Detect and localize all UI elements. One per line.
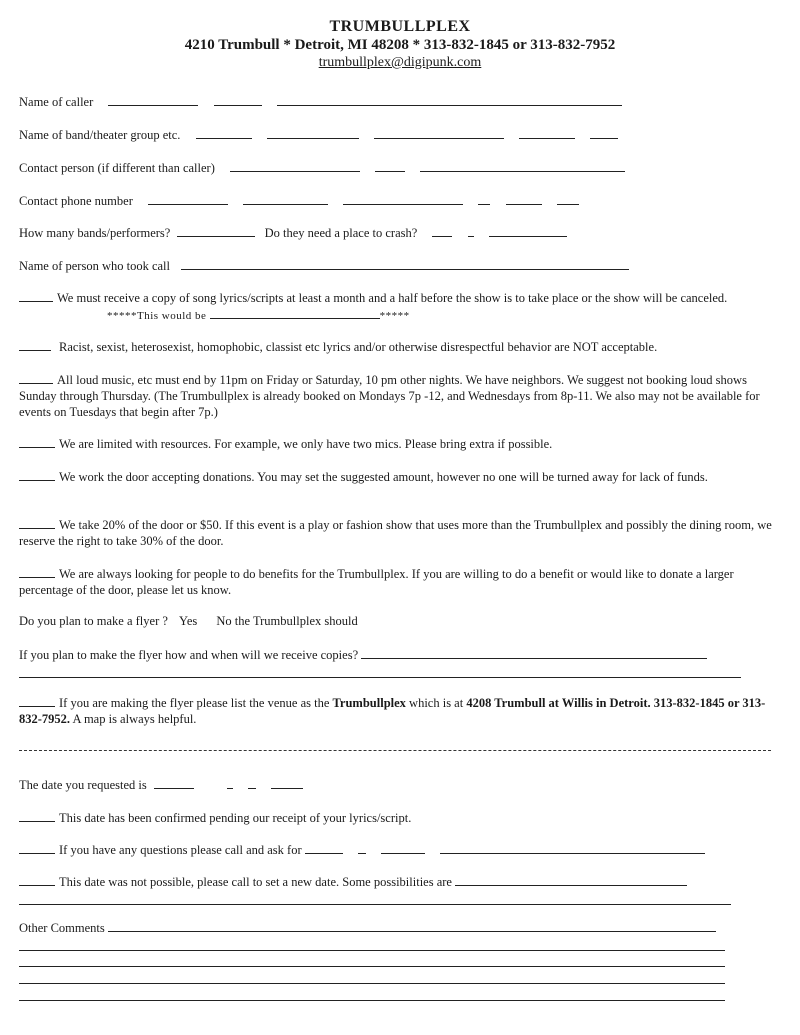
rule-text: We must receive a copy of song lyrics/scripts at least a month and a half before the show is to take place or the show will be canceled. — [57, 291, 728, 305]
initial-blank[interactable] — [19, 565, 55, 578]
rule-text: We take 20% of the door or $50. If this event is a play or fashion show that uses more than the Trumbullplex and possibly the dining room, we reserve the right to take 30% of the door. — [19, 518, 772, 548]
venue-mid: which is at — [409, 696, 464, 710]
date-line-2[interactable] — [227, 776, 233, 789]
phone-line-3[interactable] — [343, 192, 463, 205]
flyer-copies-row — [19, 646, 707, 663]
form-header — [0, 18, 800, 71]
rule-text: All loud music, etc must end by 11pm on Friday or Saturday, 10 pm other nights. We have neighbors. We suggest not booking loud shows Sunday through Thursday. (The Trumbullplex is already booked on Mondays 7p -12, and Wednesdays from 8p-11. We also may not be available for events on Tuesdays that begin after 7p.) — [19, 373, 760, 419]
venue-address: 4208 Trumbull at Willis in Detroit. — [466, 696, 651, 710]
possibilities-line-2[interactable] — [19, 904, 731, 905]
caller-line-2[interactable] — [214, 93, 262, 106]
rule-text: We work the door accepting donations. You may set the suggested amount, however no one will be turned away for lack of funds. — [59, 470, 708, 484]
comments-line-2[interactable] — [19, 950, 725, 951]
flyer-venue-note — [19, 694, 774, 727]
possibilities-line-1[interactable] — [455, 873, 687, 886]
initial-blank[interactable] — [19, 873, 55, 886]
initial-blank[interactable] — [19, 435, 55, 448]
contact-line-3[interactable] — [420, 159, 625, 172]
band-line-3[interactable] — [374, 126, 504, 139]
date-not-possible-text: This date was not possible, please call to set a new date. Some possibilities are — [59, 875, 452, 889]
caller-line-1[interactable] — [108, 93, 198, 106]
contact-line-1[interactable] — [230, 159, 360, 172]
venue-phone: 313-832-1845 or 313-832-7952. — [19, 696, 766, 726]
flyer-copies-line[interactable] — [361, 646, 707, 659]
field-label: Name of person who took call — [19, 259, 171, 273]
field-label: Name of band/theater group etc. — [19, 128, 181, 142]
stars-close: ***** — [379, 310, 410, 322]
questions-line-4[interactable] — [440, 841, 705, 854]
band-line-5[interactable] — [590, 126, 618, 139]
field-label: How many bands/performers? — [19, 226, 171, 240]
rule-resources — [19, 435, 774, 452]
comments-line-1[interactable] — [108, 919, 716, 932]
flyer-question: Do you plan to make a flyer ? — [19, 614, 168, 628]
venue-title: TRUMBULLPLEX — [329, 18, 471, 35]
comments-line-5[interactable] — [19, 1000, 725, 1001]
initial-blank[interactable] — [19, 841, 55, 854]
initial-blank[interactable] — [19, 516, 55, 529]
lyrics-due-line[interactable] — [210, 306, 380, 319]
questions-line-2[interactable] — [358, 841, 366, 854]
questions-line-1[interactable] — [305, 841, 343, 854]
flyer-yes-option[interactable]: Yes — [179, 614, 198, 628]
stars-open: *****This would be — [107, 310, 207, 322]
comments-line-3[interactable] — [19, 966, 725, 967]
initial-blank[interactable] — [19, 338, 51, 351]
venue-pre: If you are making the flyer please list the venue as the — [59, 696, 330, 710]
phone-line-2[interactable] — [243, 192, 328, 205]
caller-line-3[interactable] — [277, 93, 622, 106]
crash-line-2[interactable] — [468, 224, 474, 237]
flyer-no-option[interactable]: No the Trumbullplex should — [216, 614, 358, 628]
rule-loud-music — [19, 371, 774, 420]
phone-line-5[interactable] — [506, 192, 542, 205]
crash-line-3[interactable] — [489, 224, 567, 237]
rule-racist — [19, 338, 774, 355]
date-requested-row — [19, 776, 303, 793]
initial-blank[interactable] — [19, 809, 55, 822]
section-divider — [19, 750, 771, 751]
rule-benefits — [19, 565, 774, 598]
field-contact-phone — [19, 192, 579, 209]
rule-text: Racist, sexist, heterosexist, homophobic, classist etc lyrics and/or otherwise disrespectful behavior are NOT acceptable. — [59, 340, 658, 354]
band-line-2[interactable] — [267, 126, 359, 139]
took-call-line[interactable] — [181, 257, 629, 270]
venue-email: trumbullplex@digipunk.com — [318, 55, 482, 70]
bands-count-line[interactable] — [177, 224, 255, 237]
field-label: Name of caller — [19, 95, 94, 109]
date-confirmed-row — [19, 809, 774, 826]
crash-line-1[interactable] — [432, 224, 452, 237]
other-comments-label: Other Comments — [19, 921, 105, 935]
initial-blank[interactable] — [19, 468, 55, 481]
venue-name: Trumbullplex — [332, 696, 406, 710]
date-not-possible-row — [19, 873, 774, 890]
rule-percent — [19, 516, 774, 549]
rule-lyrics — [19, 289, 774, 324]
venue-post: A map is always helpful. — [72, 712, 197, 726]
field-label: Contact phone number — [19, 194, 133, 208]
phone-line-4[interactable] — [478, 192, 490, 205]
date-line-1[interactable] — [154, 776, 194, 789]
date-confirmed-text: This date has been confirmed pending our receipt of your lyrics/script. — [59, 811, 412, 825]
date-line-3[interactable] — [248, 776, 256, 789]
questions-text: If you have any questions please call and ask for — [59, 843, 302, 857]
field-name-of-caller — [19, 93, 622, 110]
contact-line-2[interactable] — [375, 159, 405, 172]
field-bands-and-crash — [19, 224, 567, 241]
rule-text: We are always looking for people to do benefits for the Trumbullplex. If you are willing to do a benefit or would like to donate a larger percentage of the door, please let us know. — [19, 567, 734, 597]
date-requested-label: The date you requested is — [19, 778, 147, 792]
rule-door — [19, 468, 774, 485]
comments-line-4[interactable] — [19, 983, 725, 984]
band-line-4[interactable] — [519, 126, 575, 139]
rule-text: We are limited with resources. For example, we only have two mics. Please bring extra if possible. — [59, 437, 553, 451]
date-line-4[interactable] — [271, 776, 303, 789]
flyer-question-row — [19, 613, 358, 629]
band-line-1[interactable] — [196, 126, 252, 139]
field-band-name — [19, 126, 618, 143]
flyer-copies-line-2[interactable] — [19, 677, 741, 678]
field-label: Contact person (if different than caller) — [19, 161, 215, 175]
field-contact-person — [19, 159, 625, 176]
venue-address: 4210 Trumbull * Detroit, MI 48208 * 313-832-1845 or 313-832-7952 — [184, 37, 616, 53]
initial-blank[interactable] — [19, 289, 53, 302]
field-took-call — [19, 257, 629, 274]
other-comments-row — [19, 919, 716, 936]
initial-blank[interactable] — [19, 371, 53, 384]
phone-line-1[interactable] — [148, 192, 228, 205]
initial-blank[interactable] — [19, 694, 55, 707]
flyer-copies-label: If you plan to make the flyer how and when will we receive copies? — [19, 648, 359, 662]
questions-line-3[interactable] — [381, 841, 425, 854]
phone-line-6[interactable] — [557, 192, 579, 205]
questions-row — [19, 841, 774, 858]
field-label: Do they need a place to crash? — [264, 226, 418, 240]
